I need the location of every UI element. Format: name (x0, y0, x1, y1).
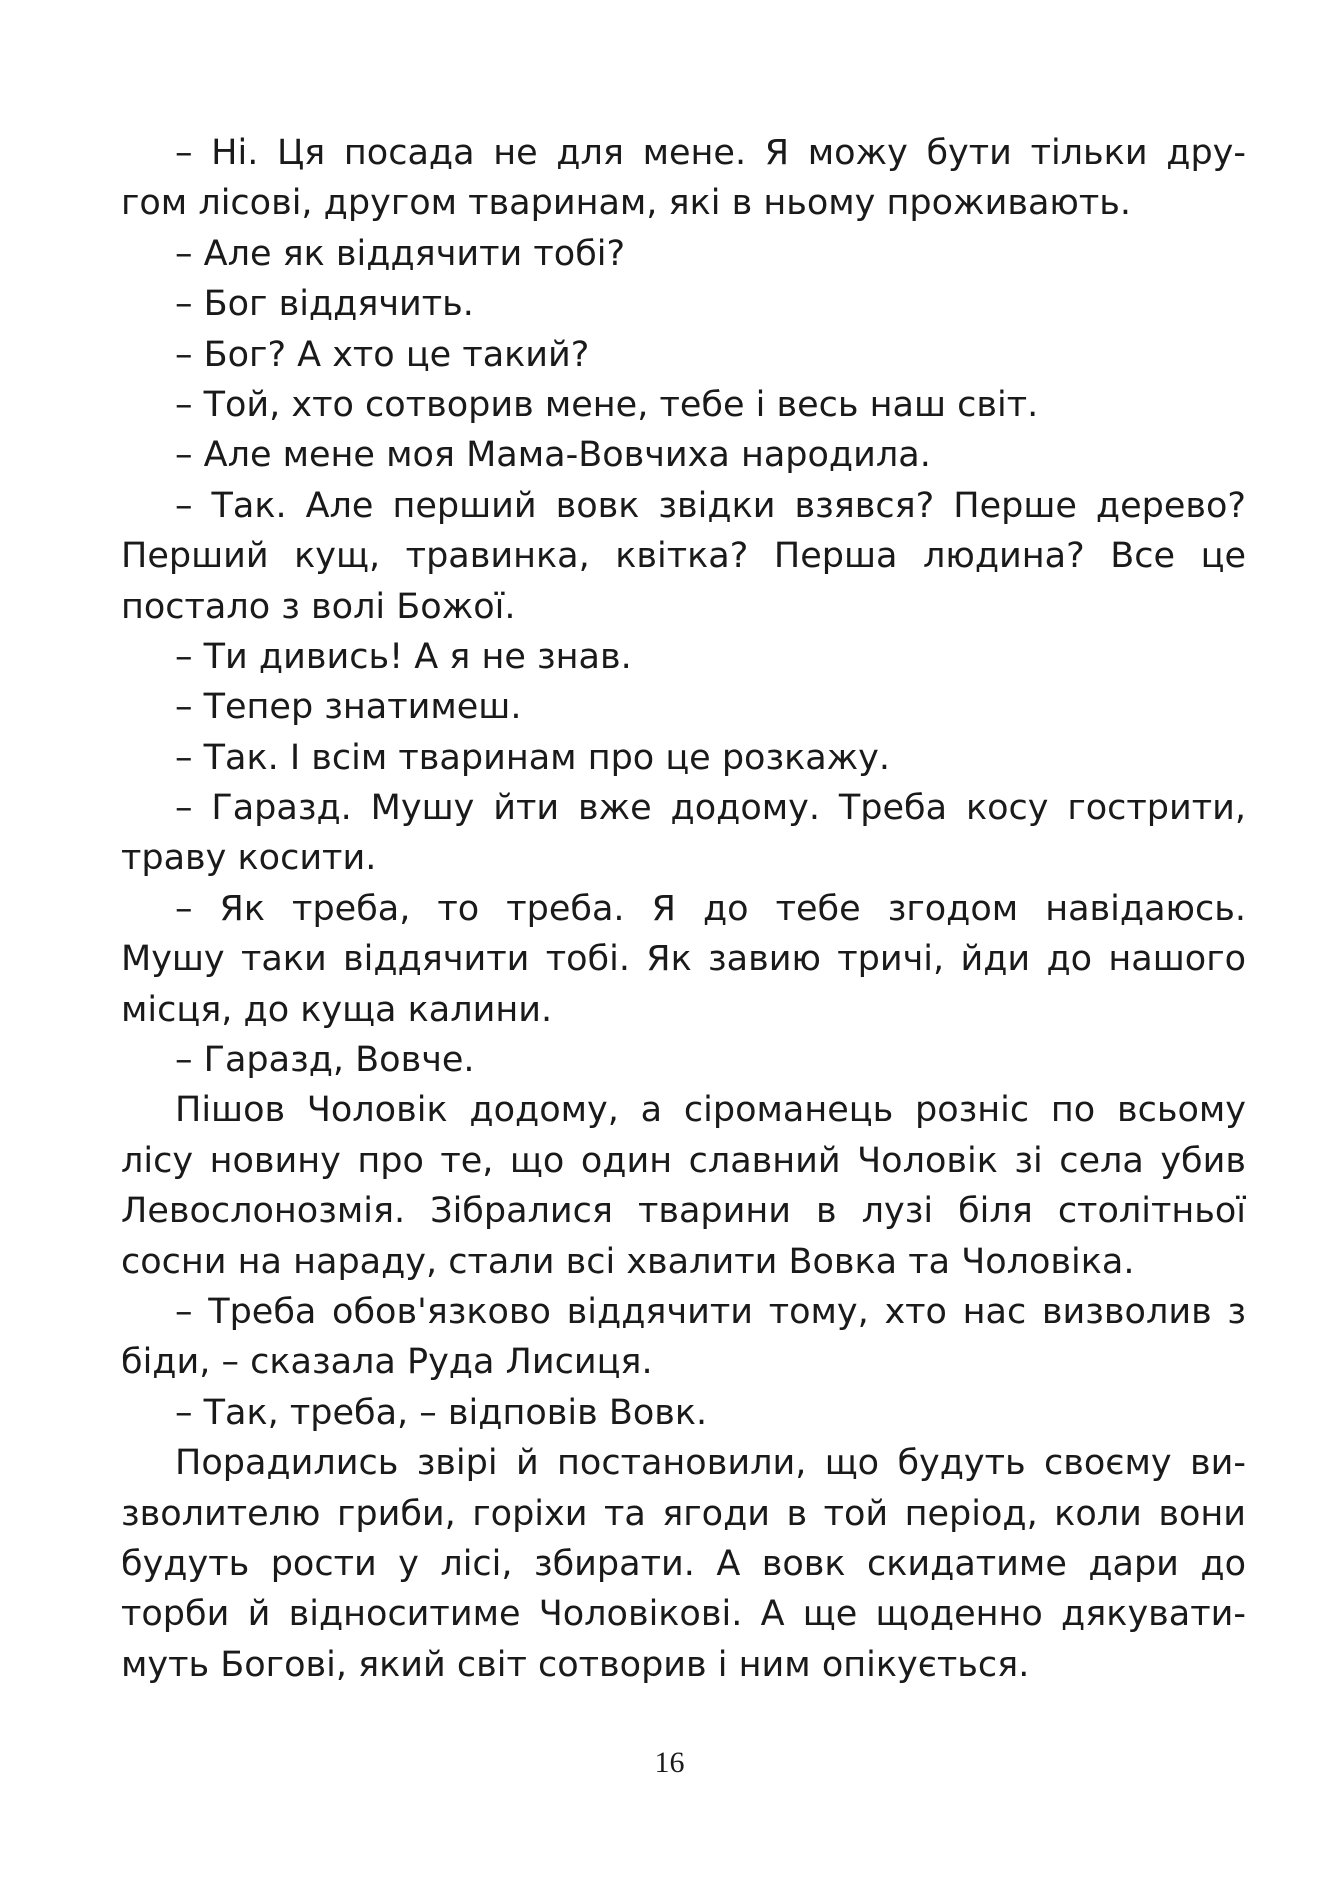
text-line: – Ні. Ця посада не для мене. Я можу бути тільки дру- (175, 133, 1246, 173)
text-line: – Бог? А хто це такий? (175, 334, 590, 375)
text-line: – Гаразд, Вовче. (175, 1040, 475, 1081)
text-line: – Так. І всім тваринам про це розкажу. (175, 737, 891, 778)
text-line: постало з волі Божої. (121, 586, 516, 627)
text-line: гом лісові, другом тваринам, які в ньому проживають. (121, 183, 1131, 224)
text-line: – Але мене моя Мама-Вовчиха народила. (175, 435, 931, 476)
text-line: – Гаразд. Мушу йти вже додому. Треба косу гострити, (175, 788, 1246, 829)
text-line: лісу новину про те, що один славний Чоловік зі села убив (121, 1140, 1246, 1181)
text-line: траву косити. (121, 838, 377, 879)
text-line: біди, – сказала Руда Лисиця. (121, 1342, 653, 1383)
text-line: – Бог віддячить. (175, 284, 474, 325)
text-line: зволителю гриби, горіхи та ягоди в той період, коли вони (121, 1493, 1246, 1534)
text-line: Перший кущ, травинка, квітка? Перша людина? Все це (121, 536, 1246, 577)
text-line: сосни на нараду, стали всі хвалити Вовка та Чоловіка. (121, 1241, 1135, 1282)
text-line: – Так. Але перший вовк звідки взявся? Перше дерево? (175, 485, 1246, 526)
text-line: торби й відноситиме Чоловікові. А ще щоденно дякувати- (121, 1594, 1246, 1635)
page-number: 16 (654, 1746, 685, 1779)
text-line: – Тепер знатимеш. (175, 687, 522, 728)
text-line: Пішов Чоловік додому, а сіроманець розніс по всьому (175, 1090, 1246, 1131)
text-line: муть Богові, який світ сотворив і ним опікується. (121, 1644, 1030, 1685)
text-line: Левослонозмія. Зібралися тварини в лузі біля столітньої (121, 1191, 1246, 1232)
text-line: – Ти дивись! А я не знав. (175, 636, 632, 677)
text-line: Мушу таки віддячити тобі. Як завию тричі, йди до нашого (121, 939, 1246, 980)
text-line: – Так, треба, – відповів Вовк. (175, 1392, 708, 1433)
text-line: Порадились звірі й постановили, що будуть своєму ви- (175, 1443, 1246, 1484)
text-line: – Треба обов'язково віддячити тому, хто нас визволив з (175, 1291, 1246, 1332)
text-line: – Але як віддячити тобі? (175, 233, 626, 274)
body-text (121, 128, 1246, 1690)
text-line: будуть рости у лісі, збирати. А вовк скидатиме дари до (121, 1543, 1246, 1584)
text-line: – Як треба, то треба. Я до тебе згодом навідаюсь. (175, 888, 1246, 929)
text-line: місця, до куща калини. (121, 989, 553, 1030)
text-line: – Той, хто сотворив мене, тебе і весь наш світ. (175, 384, 1039, 425)
